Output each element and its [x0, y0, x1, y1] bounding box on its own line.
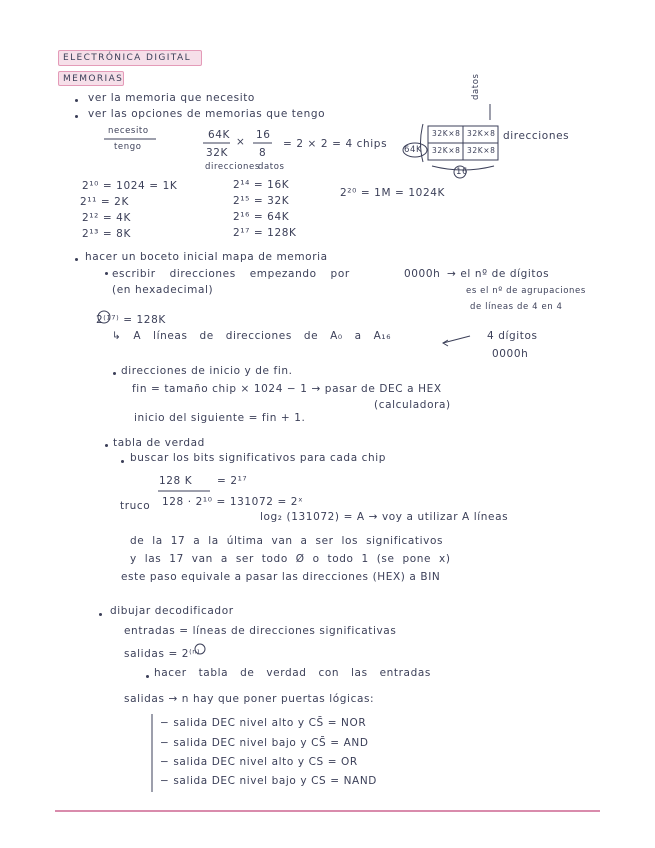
- power-row: 2¹¹ = 2K: [80, 196, 129, 208]
- note-line: ver las opciones de memorias que tengo: [88, 108, 326, 120]
- gate-rule: − salida DEC nivel alto y CS̄ = NOR: [160, 717, 367, 729]
- power-row: 2¹⁴ = 16K: [233, 179, 290, 191]
- power-row: 2²⁰ = 1M = 1024K: [340, 187, 445, 199]
- section-title: MEMORIAS: [63, 74, 124, 84]
- note-line: este paso equivale a pasar las direcciones (HEX) a BIN: [121, 571, 441, 583]
- note-line: fin = tamaño chip × 1024 − 1 → pasar de DEC a HEX: [132, 383, 442, 395]
- chip-cell: 32K×8: [467, 129, 496, 138]
- note-line: 128 · 2¹⁰ = 131072 = 2ˣ: [162, 496, 304, 508]
- label-direcciones: direcciones: [205, 162, 260, 172]
- note-line: 4 dígitos: [487, 330, 538, 342]
- note-line: dibujar decodificador: [110, 605, 234, 617]
- note-line: de la 17 a la última van a ser los significativos: [130, 535, 444, 547]
- note-line: (en hexadecimal): [112, 284, 214, 296]
- power-row: 2¹⁷ = 128K: [233, 227, 297, 239]
- gate-rule: − salida DEC nivel bajo y CS = NAND: [160, 775, 377, 787]
- note-line: = 2¹⁷: [217, 475, 248, 487]
- note-line: buscar los bits significativos para cada chip: [130, 452, 387, 464]
- note-line: log₂ (131072) = A → voy a utilizar A líneas: [260, 511, 509, 523]
- power-row: 2¹⁰ = 1024 = 1K: [82, 180, 178, 192]
- note-line: y las 17 van a ser todo Ø o todo 1 (se pone x): [130, 553, 451, 565]
- fraction-denominator: 32K: [206, 147, 229, 159]
- fraction-numerator: 64K: [208, 129, 231, 141]
- note-line: 2⁽¹⁷⁾ = 128K: [96, 314, 166, 326]
- gate-rule: − salida DEC nivel alto y CS = OR: [160, 756, 358, 768]
- chip-cell: 32K×8: [467, 146, 496, 155]
- note-line: es el nº de agrupaciones: [466, 286, 586, 296]
- note-line: direcciones de inicio y de fin.: [121, 365, 293, 377]
- fraction-denominator: tengo: [114, 142, 142, 152]
- power-row: 2¹² = 4K: [82, 212, 131, 224]
- note-line: 0000h: [404, 268, 441, 280]
- note-line: ↳ A líneas de direcciones de A₀ a A₁₆: [112, 330, 392, 342]
- label-datos-vertical: datos: [471, 73, 481, 100]
- note-line: 0000h: [492, 348, 529, 360]
- note-line: tabla de verdad: [113, 437, 205, 449]
- note-line: 128 K: [159, 475, 193, 487]
- note-line: salidas = 2⁽ⁿ⁾: [124, 648, 201, 660]
- chips-equation: = 2 × 2 = 4 chips: [283, 138, 388, 150]
- power-row: 2¹⁶ = 64K: [233, 211, 290, 223]
- chip-cell: 32K×8: [432, 146, 461, 155]
- label-datos: datos: [258, 162, 285, 172]
- fraction-denominator: 8: [259, 147, 267, 159]
- note-line: salidas → n hay que poner puertas lógicas:: [124, 693, 375, 705]
- note-line: (calculadora): [374, 399, 451, 411]
- gate-rule: − salida DEC nivel bajo y CS̄ = AND: [160, 737, 369, 749]
- fraction-numerator: necesito: [108, 126, 149, 136]
- grid-right-label: direcciones: [503, 130, 570, 142]
- power-row: 2¹⁵ = 32K: [233, 195, 290, 207]
- grid-left-label: 64K: [404, 145, 423, 155]
- chip-cell: 32K×8: [432, 129, 461, 138]
- note-line: hacer tabla de verdad con las entradas: [154, 667, 431, 679]
- power-row: 2¹³ = 8K: [82, 228, 131, 240]
- note-line: escribir direcciones empezando por: [112, 268, 350, 280]
- fraction-numerator: 16: [256, 129, 271, 141]
- note-line: de líneas de 4 en 4: [470, 302, 563, 312]
- note-line: hacer un boceto inicial mapa de memoria: [85, 251, 328, 263]
- grid-bottom-label: 16: [456, 167, 469, 177]
- note-line: truco: [120, 500, 151, 512]
- note-line: → el nº de dígitos: [447, 268, 550, 280]
- note-line: entradas = líneas de direcciones significativas: [124, 625, 397, 637]
- note-line: inicio del siguiente = fin + 1.: [134, 412, 306, 424]
- note-line: ver la memoria que necesito: [88, 92, 255, 104]
- times-sign: ×: [236, 136, 246, 148]
- page-title: ELECTRÓNICA DIGITAL: [63, 53, 191, 63]
